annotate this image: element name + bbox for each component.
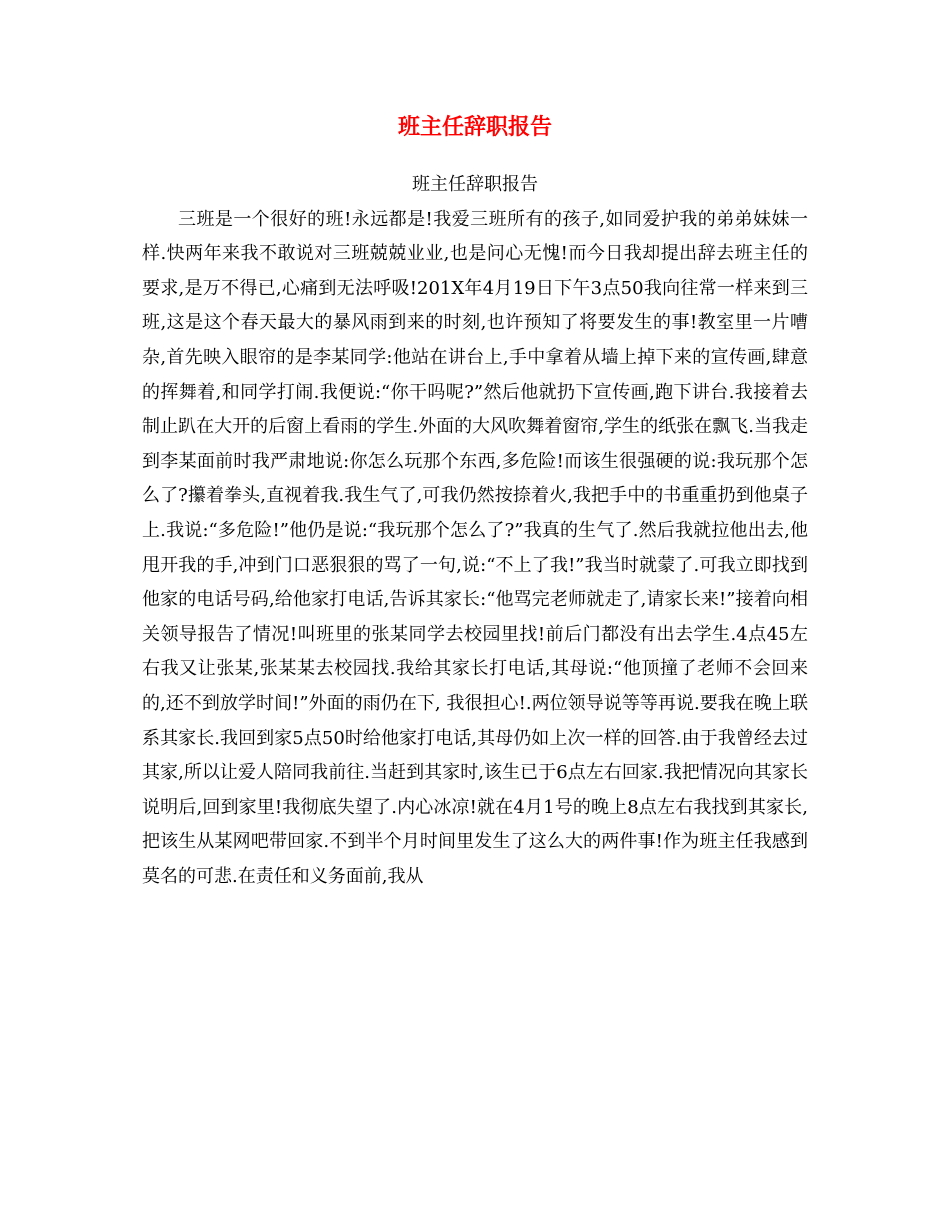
body-paragraph: 三班是一个很好的班!永远都是!我爱三班所有的孩子,如同爱护我的弟弟妹妹一样.快两年来我不敢说对三班兢兢业业,也是问心无愧!而今日我却提出辞去班主任的要求,是万不得已,心痛到无法呼吸!201X年4月19日下午3点50我向往常一样来到三班,这是这个春天最大的暴风雨到来的时刻,也许预知了将要发生的事!教室里一片嘈杂,首先映入眼帘的是李某同学:他站在讲台上,手中拿着从墙上掉下来的宣传画,肆意的挥舞着,和同学打闹.我便说:“你干吗呢?”然后他就扔下宣传画,跑下讲台.我接着去制止趴在大开的后窗上看雨的学生.外面的大风吹舞着窗帘,学生的纸张在飘飞.当我走到李某面前时我严肃地说:你怎么玩那个东西,多危险!而该生很强硬的说:我玩那个怎么了?攥着拳头,直视着我.我生气了,可我仍然按捺着火,我把手中的书重重扔到他桌子上.我说:“多危险!”他仍是说:“我玩那个怎么了?”我真的生气了.然后我就拉他出去,他甩开我的手,冲到门口恶狠狠的骂了一句,说:“不上了我!”我当时就蒙了.可我立即找到他家的电话号码,给他家打电话,告诉其家长:“他骂完老师就走了,请家长来!”接着向相关领导报告了情况!叫班里的张某同学去校园里找!前后门都没有出去学生.4点45左右我又让张某,张某某去校园找.我给其家长打电话,其母说:“他顶撞了老师不会回来的,还不到放学时间!”外面的雨仍在下, 我很担心!.两位领导说等等再说.要我在晚上联系其家长.我回到家5点50时给他家打电话,其母仍如上次一样的回答.由于我曾经去过其家,所以让爱人陪同我前往.当赶到其家时,该生已于6点左右回家.我把情况向其家长说明后,回到家里!我彻底失望了.内心冰凉!就在4月1号的晚上8点左右我找到其家长,把该生从某网吧带回家.不到半个月时间里发生了这么大的两件事!作为班主任我感到莫名的可悲.在责任和义务面前,我从 xyxy=(142,208,808,887)
document-title: 班主任辞职报告 xyxy=(397,115,552,140)
document-body xyxy=(142,168,808,894)
document-subtitle: 班主任辞职报告 xyxy=(412,174,538,195)
